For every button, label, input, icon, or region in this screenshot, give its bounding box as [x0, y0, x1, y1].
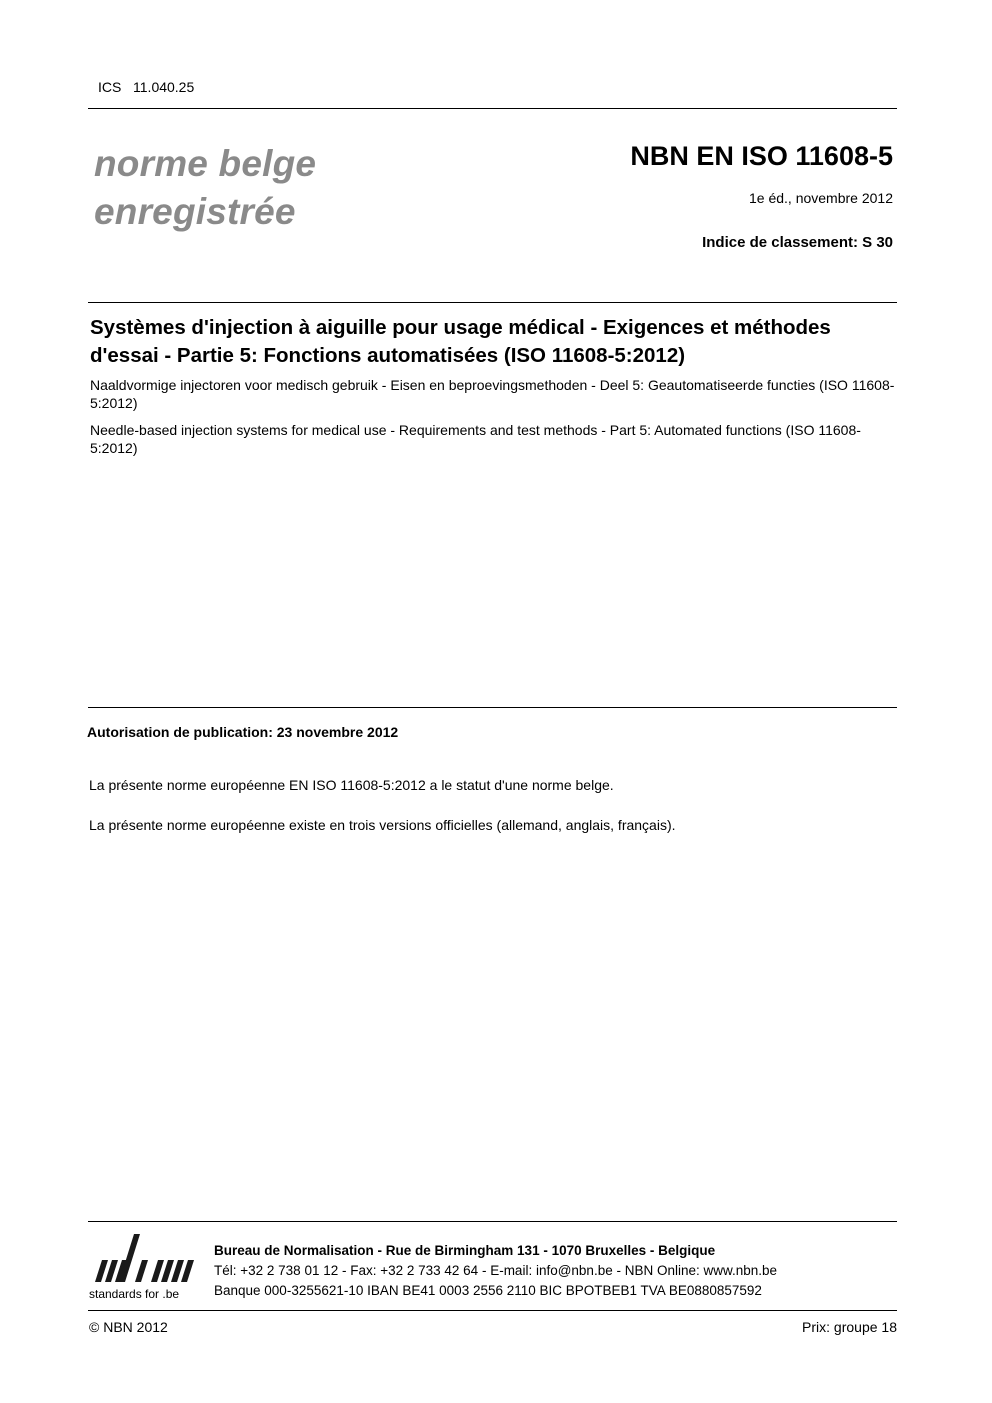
- price-group: Prix: groupe 18: [802, 1319, 897, 1335]
- status-paragraph: La présente norme européenne EN ISO 11608-5:2012 a le statut d'une norme belge.: [89, 777, 614, 793]
- brand-line-2: enregistrée: [94, 191, 296, 232]
- edition-info: 1e éd., novembre 2012: [749, 190, 893, 206]
- title-divider: [88, 302, 897, 303]
- publication-divider: [88, 707, 897, 708]
- address-block: [214, 1241, 777, 1301]
- versions-paragraph: La présente norme européenne existe en trois versions officielles (allemand, anglais, français).: [89, 817, 676, 833]
- ics-label: ICS: [98, 79, 122, 95]
- bottom-divider: [88, 1310, 897, 1311]
- title-english: Needle-based injection systems for medical use - Requirements and test methods - Part 5: Automated functions (ISO 11608-5:2012): [90, 422, 861, 456]
- header-divider: [88, 108, 897, 109]
- classification-index: Indice de classement: S 30: [702, 234, 893, 251]
- address-line-3: Banque 000-3255621-10 IBAN BE41 0003 2556 2110 BIC BPOTBEB1 TVA BE0880857592: [214, 1283, 762, 1298]
- ics-code: [98, 79, 194, 95]
- brand-line-1: norme belge: [94, 143, 317, 184]
- address-line-1: Bureau de Normalisation - Rue de Birmingham 131 - 1070 Bruxelles - Belgique: [214, 1243, 716, 1258]
- logo-tagline: standards for .be: [89, 1287, 180, 1301]
- copyright: © NBN 2012: [89, 1319, 168, 1335]
- address-line-2: Tél: +32 2 738 01 12 - Fax: +32 2 733 42 64 - E-mail: info@nbn.be - NBN Online: www.nbn.be: [214, 1263, 778, 1278]
- standard-number: NBN EN ISO 11608-5: [630, 141, 893, 171]
- publication-authorisation: Autorisation de publication: 23 novembre 2012: [87, 724, 399, 740]
- footer-divider: [88, 1221, 897, 1222]
- brand-heading: [94, 140, 316, 236]
- title-french: Systèmes d'injection à aiguille pour usage médical - Exigences et méthodes d'essai - Partie 5: Fonctions automatisées (ISO 11608-5:2012): [90, 316, 831, 367]
- ics-number: 11.040.25: [133, 79, 195, 95]
- title-dutch: Naaldvormige injectoren voor medisch gebruik - Eisen en beproevingsmethoden - Deel 5: Geautomatiseerde functies (ISO 11608-5:2012): [90, 377, 895, 411]
